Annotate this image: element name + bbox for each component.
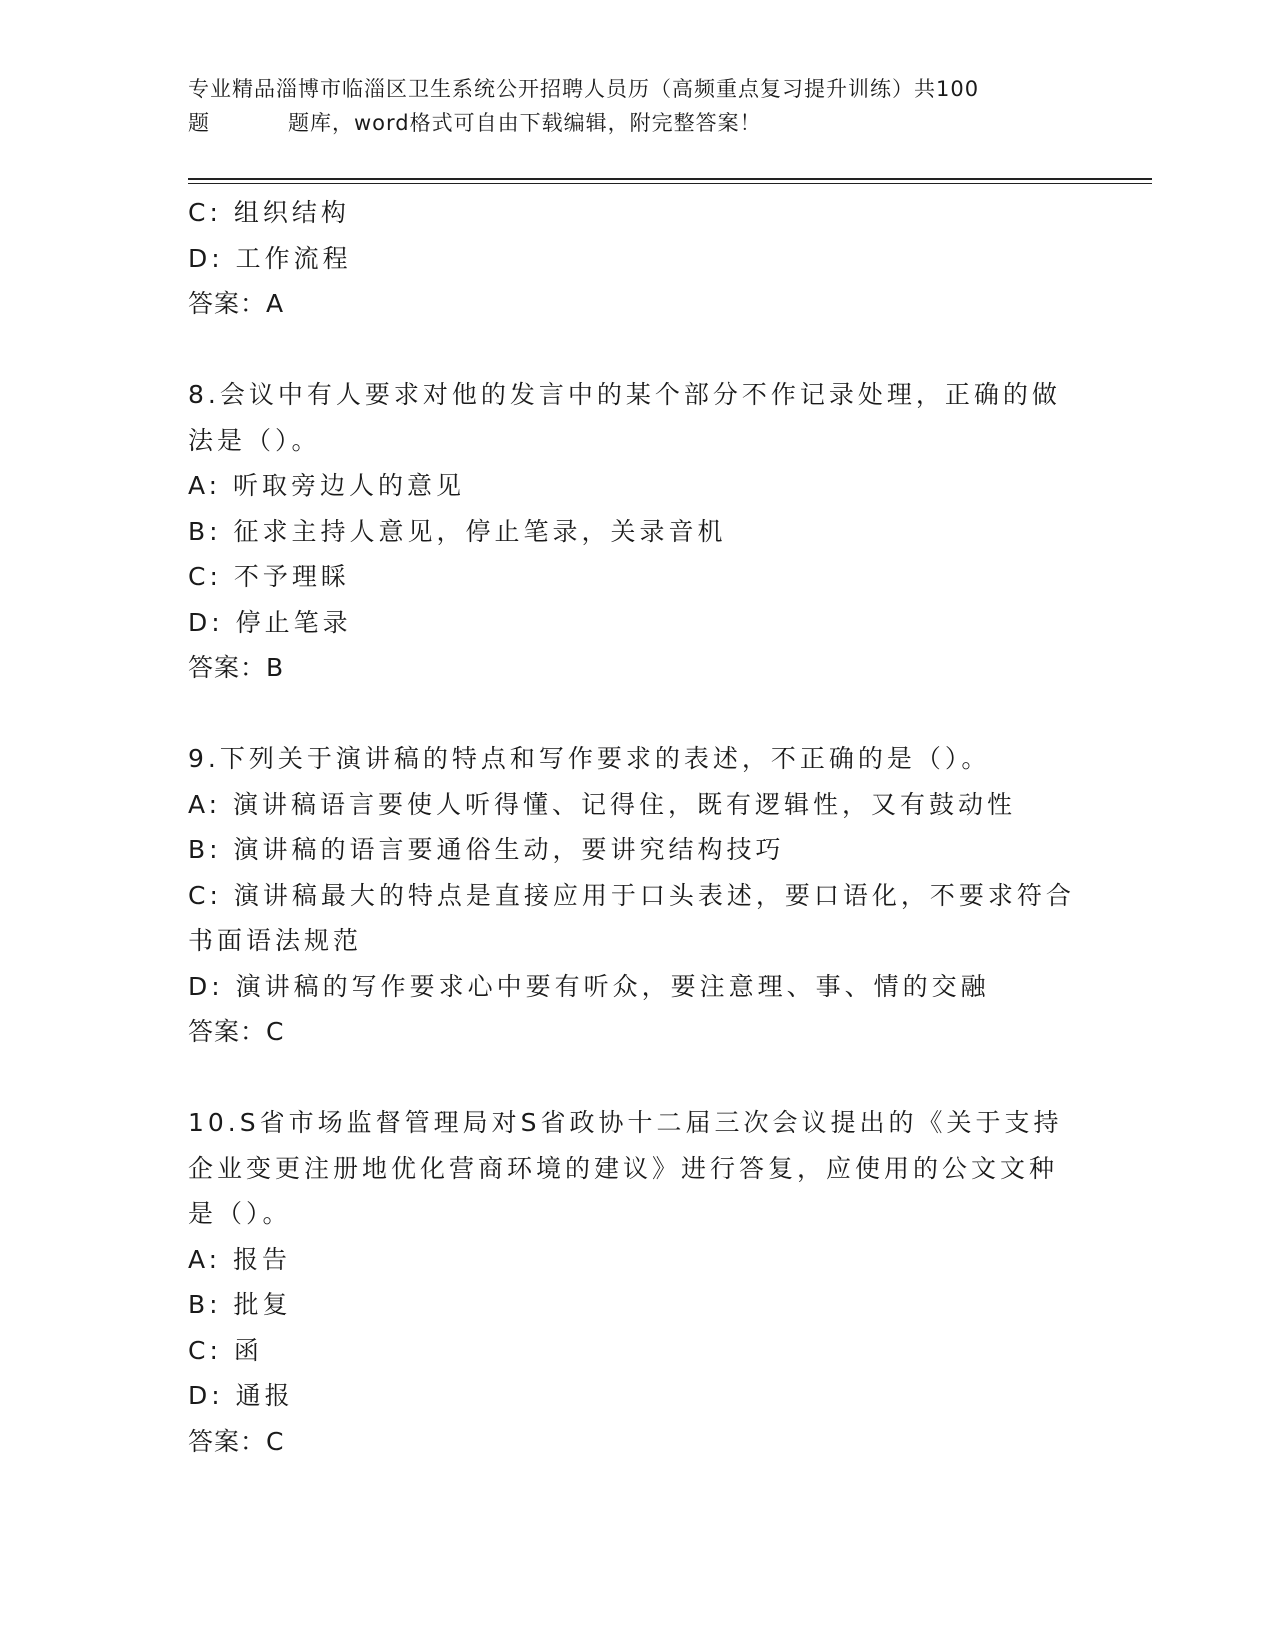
answer-line: 答案：A: [188, 289, 285, 318]
option-d: D: 通报: [188, 1381, 294, 1410]
option-c: C: 不予理睬: [188, 562, 350, 591]
option-a: A: 演讲稿语言要使人听得懂、记得住，既有逻辑性，又有鼓动性: [188, 789, 1017, 819]
question-stem-continued: 企业变更注册地优化营商环境的建议》进行答复，应使用的公文文种: [188, 1153, 1059, 1183]
question-block-8: [188, 372, 1088, 691]
option-a: A: 听取旁边人的意见: [188, 471, 466, 500]
option-c: C: 演讲稿最大的特点是直接应用于口头表述，要口语化，不要求符合: [188, 880, 1075, 910]
option-b: B: 征求主持人意见，停止笔录，关录音机: [188, 516, 727, 546]
option-d: D: 停止笔录: [188, 607, 352, 637]
document-header: [188, 72, 1088, 140]
blank-line: [188, 691, 1088, 737]
blank-line: [188, 1055, 1088, 1101]
header-title-line-2-left: 题: [188, 111, 210, 135]
blank-line: [188, 327, 1088, 373]
option-a: A: 报告: [188, 1244, 292, 1274]
option-c-continued: 书面语法规范: [188, 926, 363, 955]
document-body: [188, 190, 1088, 1464]
question-block-10: [188, 1100, 1088, 1464]
question-stem-continued: 法是（）。: [188, 425, 321, 455]
option-c: C: 函: [188, 1335, 263, 1365]
answer-line: 答案：C: [188, 1426, 285, 1456]
header-title-line-1: 专业精品淄博市临淄区卫生系统公开招聘人员历（高频重点复习提升训练）共100: [188, 77, 980, 101]
question-stem: 9.下列关于演讲稿的特点和写作要求的表述，不正确的是（）。: [188, 744, 991, 773]
answer-line: 答案：C: [188, 1017, 285, 1046]
answer-line: 答案：B: [188, 653, 285, 682]
option-b: B: 演讲稿的语言要通俗生动，要讲究结构技巧: [188, 835, 785, 864]
option-c: C: 组织结构: [188, 198, 350, 227]
header-divider-thin: [188, 183, 1152, 184]
header-title-line-2: [188, 106, 1088, 140]
option-b: B: 批复: [188, 1290, 292, 1319]
option-d: D: 演讲稿的写作要求心中要有听众，要注意理、事、情的交融: [188, 971, 990, 1001]
question-stem-continued: 是（）。: [188, 1199, 292, 1228]
question-block-9: [188, 736, 1088, 1055]
question-stem: 10.S省市场监督管理局对S省政协十二届三次会议提出的《关于支持: [188, 1108, 1063, 1137]
question-block-previous: [188, 190, 1088, 327]
header-divider-thick: [188, 178, 1152, 180]
option-d: D: 工作流程: [188, 243, 352, 273]
question-stem: 8.会议中有人要求对他的发言中的某个部分不作记录处理，正确的做: [188, 380, 1061, 409]
header-title-line-2-right: 题库，word格式可自由下载编辑，附完整答案！: [288, 111, 762, 135]
